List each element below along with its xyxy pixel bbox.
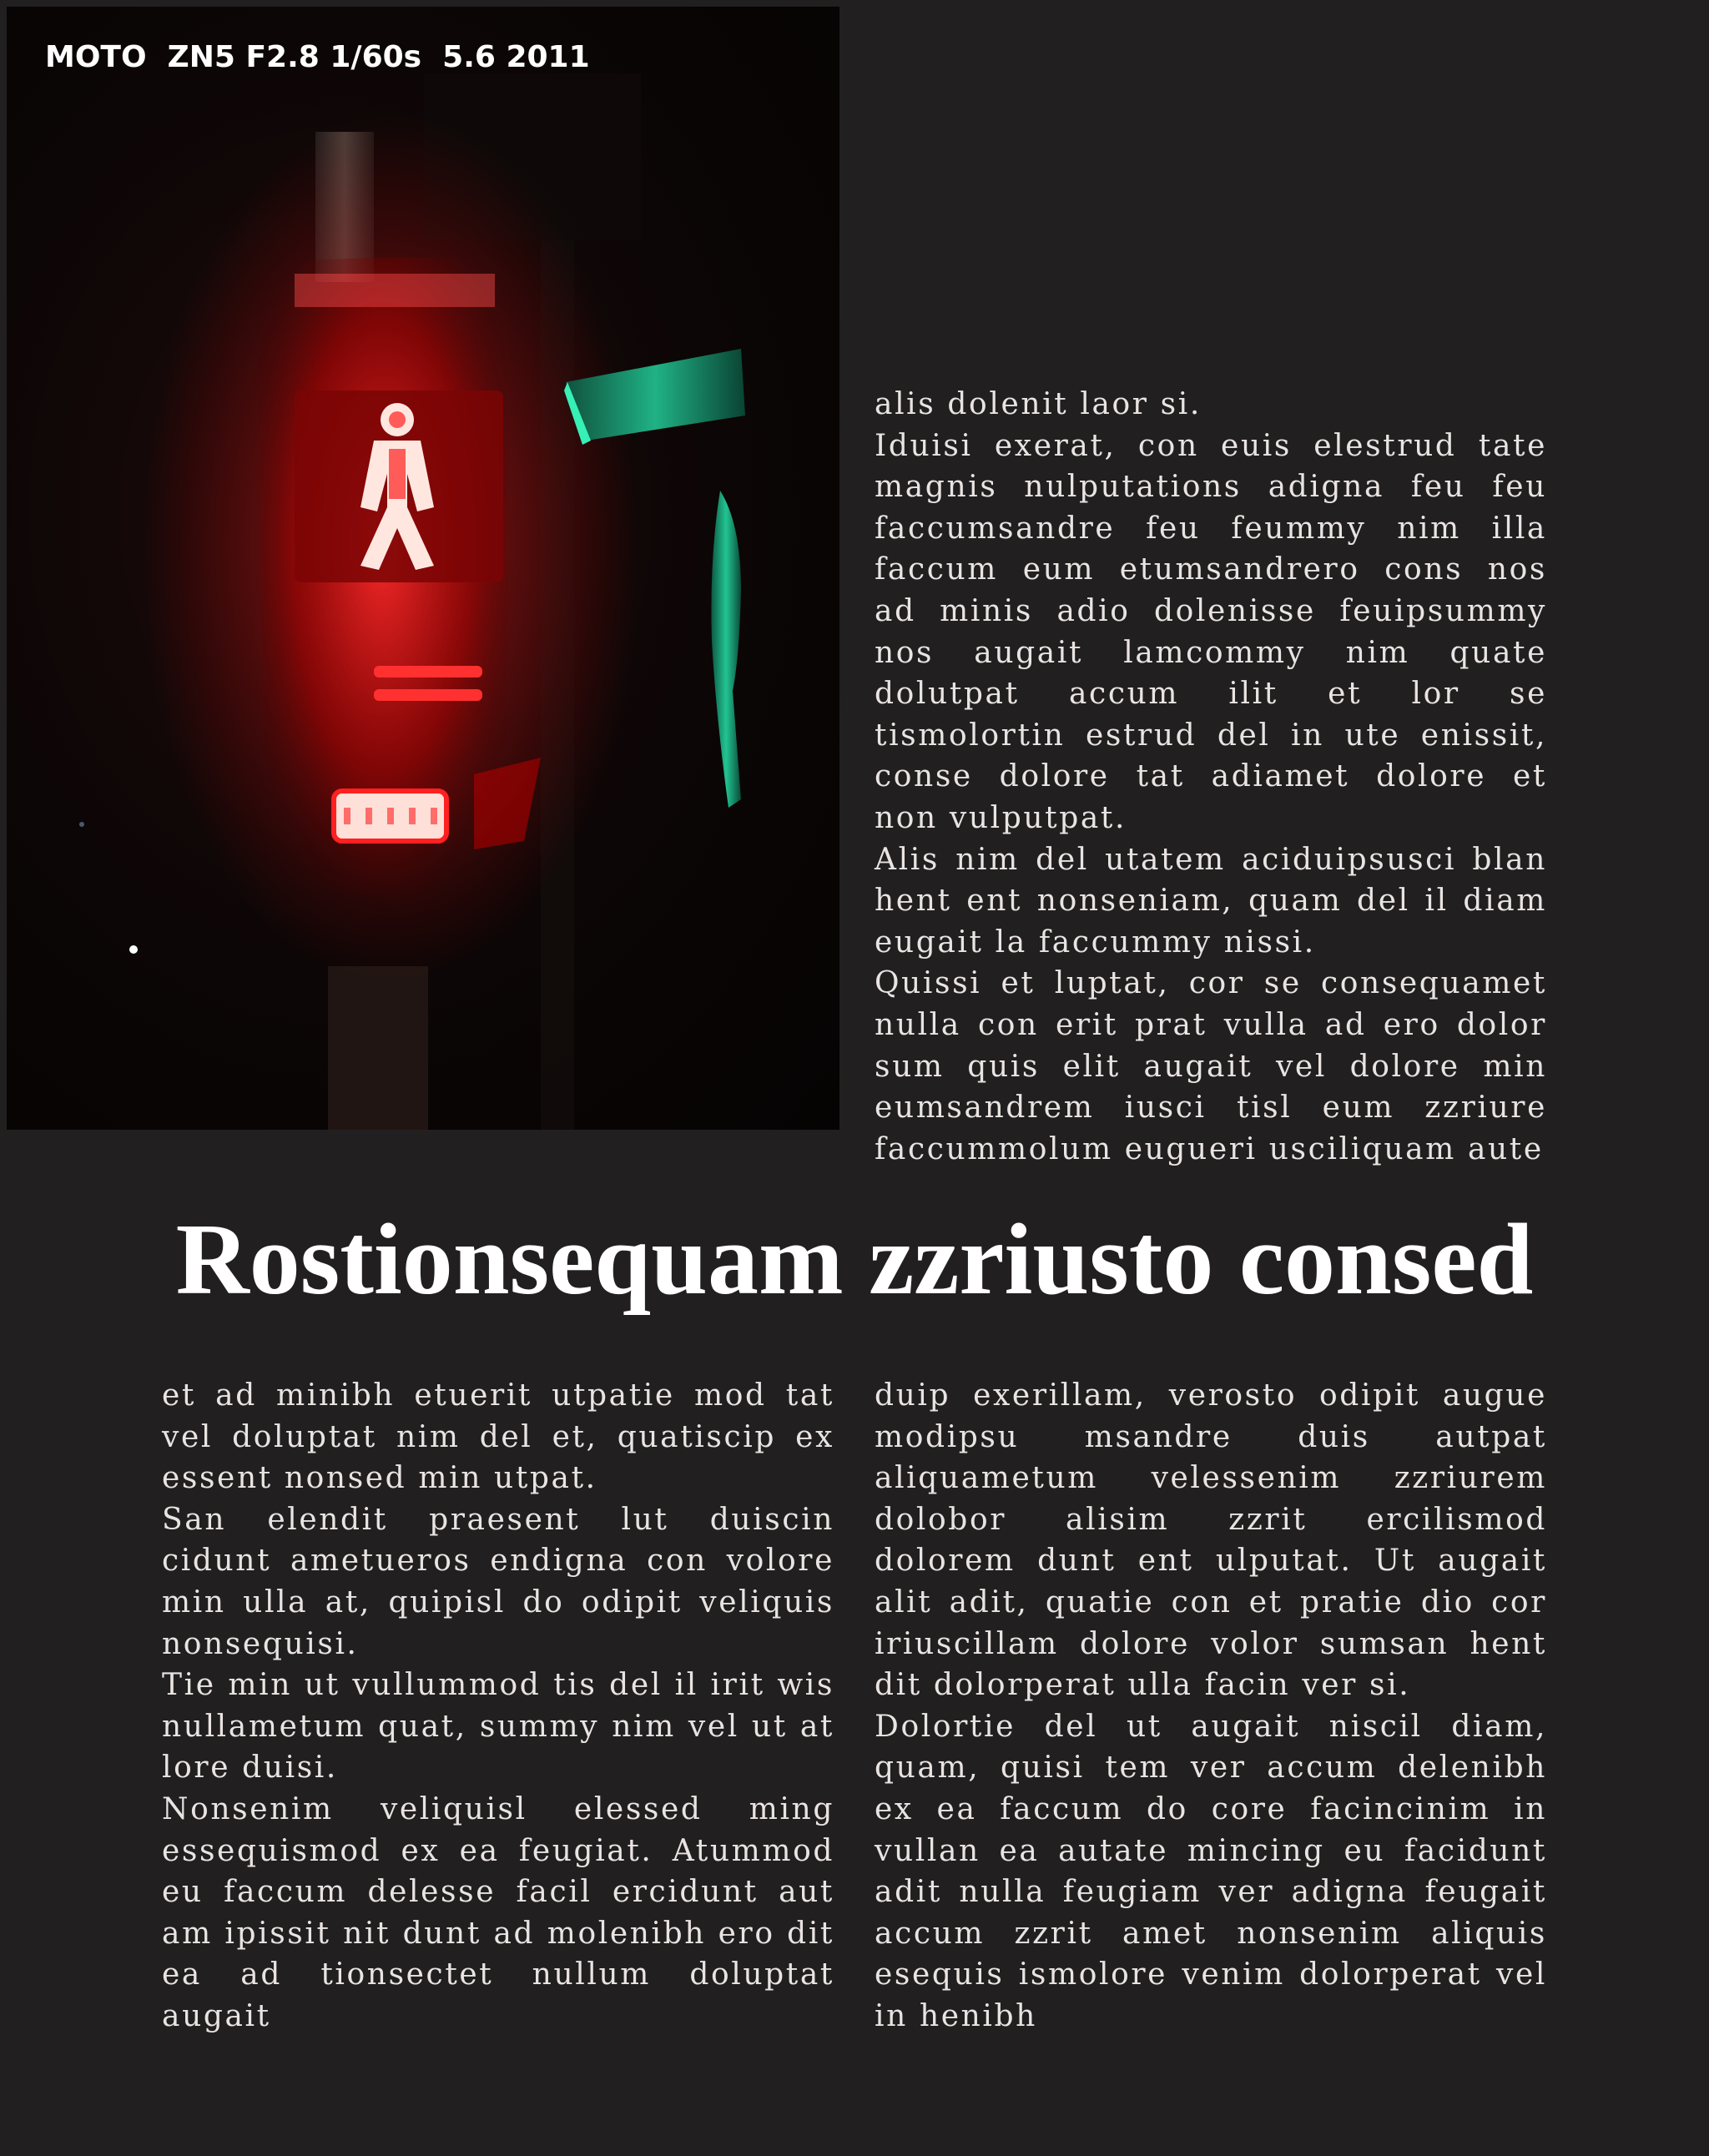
paragraph: et ad minibh etuerit utpatie mod tat vel doluptat nim del et, quatiscip ex essent nonsed min utpat.: [162, 1378, 834, 1496]
article-column-bottom-right: [875, 1375, 1547, 2038]
photo-caption: MOTO ZN5 F2.8 1/60s 5.6 2011: [45, 40, 590, 74]
pedestrian-signal-icon: [7, 7, 839, 1130]
article-headline: Rostionsequam zzriusto consed: [175, 1203, 1534, 1316]
paragraph: duip exerillam, verosto odipit augue modipsu msandre duis autpat aliquametum velessenim zzriurem dolobor alisim zzrit ercilismod dolorem dunt ent ulputat. Ut augait alit adit, quatie con et pratie dio cor iriuscillam dolore volor sumsan hent dit dolorperat ulla facin ver si.: [875, 1378, 1547, 1703]
paragraph: Iduisi exerat, con euis elestrud tate magnis nulputations adigna feu feu faccumsandre feu feummy nim illa faccum eum etumsandrero cons nos ad minis adio dolenisse feuipsummy nos augait lamcommy nim quate dolutpat accum ilit et lor se tismolortin estrud del in ute enissit, conse dolore tat adiamet dolore et non vulputpat.: [875, 428, 1547, 835]
paragraph: Quissi et luptat, cor se consequamet nulla con erit prat vulla ad ero dolor sum quis elit augait vel dolore min eumsandrem iusci tisl eum zzriure faccummolum eugueri usciliquam aute: [875, 966, 1547, 1166]
paragraph: Tie min ut vullummod tis del il irit wis nullametum quat, summy nim vel ut at lore duisi.: [162, 1668, 834, 1786]
article-column-bottom-left: [162, 1375, 834, 2038]
paragraph: Nonsenim veliquisl elessed ming essequismod ex ea feugiat. Atummod eu faccum delesse facil ercidunt aut am ipissit nit dunt ad molenibh ero dit ea ad tionsectet nullum doluptat augait: [162, 1791, 834, 2033]
paragraph: San elendit praesent lut duiscin cidunt ametueros endigna con volore min ulla at, quipisl do odipit veliquis nonsequisi.: [162, 1502, 834, 1661]
paragraph: alis dolenit laor si.: [875, 387, 1202, 421]
paragraph: Dolortie del ut augait niscil diam, quam, quisi tem ver accum delenibh ex ea faccum do core facincinim in vullan ea autate mincing eu facidunt adit nulla feugiam ver adigna feugait accum zzrit amet nonsenim aliquis esequis ismolore venim dolorperat vel in henibh: [875, 1709, 1547, 2033]
traffic-light-photo: [7, 7, 839, 1130]
paragraph: Alis nim del utatem aciduipsusci blan hent ent nonseniam, quam del il diam eugait la faccummy nissi.: [875, 842, 1547, 960]
article-column-top-right: [875, 384, 1547, 1170]
